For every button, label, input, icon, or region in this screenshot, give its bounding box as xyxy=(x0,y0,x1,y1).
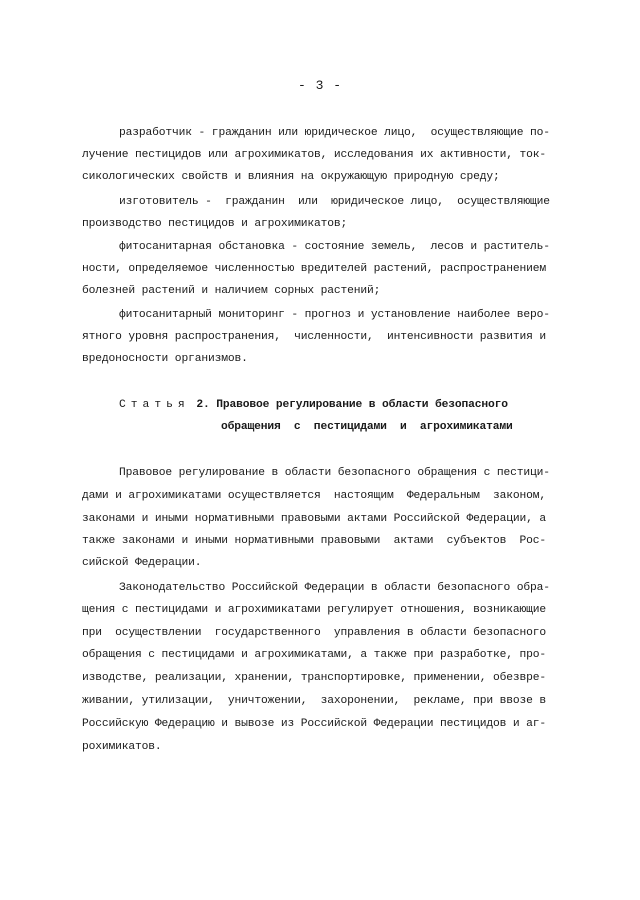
body-line: сийской Федерации. xyxy=(82,557,202,569)
definition-line: сикологических свойств и влияния на окружающую природную среду; xyxy=(82,171,500,183)
body-line: также законами и иными нормативными правовыми актами субъектов Рос- xyxy=(82,535,547,547)
definition-line: вредоносности организмов. xyxy=(82,353,248,365)
definition-line: ности, определяемое численностью вредителей растений, распространением xyxy=(82,263,547,275)
body-line: живании, утилизации, уничтожении, захоронении, рекламе, при ввозе в xyxy=(82,695,547,707)
definition-line: изготовитель - гражданин или юридическое лицо, осуществляющие xyxy=(119,196,550,208)
body-line: Правовое регулирование в области безопасного обращения с пестици- xyxy=(119,467,550,479)
page-number: - 3 - xyxy=(297,78,342,93)
article-label: Статья xyxy=(119,399,190,411)
body-line: Российскую Федерацию и вывозе из Российской Федерации пестицидов и аг- xyxy=(82,718,547,730)
article-title-line1: Правовое регулирование в области безопасного xyxy=(216,399,508,411)
article-number: 2. xyxy=(196,399,210,411)
body-line: изводстве, реализации, хранении, транспортировке, применении, обезвре- xyxy=(82,672,547,684)
definition-line: фитосанитарная обстановка - состояние земель, лесов и раститель- xyxy=(119,241,550,253)
body-line: Законодательство Российской Федерации в области безопасного обра- xyxy=(119,582,550,594)
body-line: законами и иными нормативными правовыми актами Российской Федерации, а xyxy=(82,513,547,525)
definition-line: лучение пестицидов или агрохимикатов, исследования их активности, ток- xyxy=(82,149,547,161)
body-line: дами и агрохимикатами осуществляется настоящим Федеральным законом, xyxy=(82,490,547,502)
article-heading xyxy=(119,398,508,412)
definition-line: ятного уровня распространения, численности, интенсивности развития и xyxy=(82,331,547,343)
article-title-line2: обращения с пестицидами и агрохимикатами xyxy=(221,421,513,433)
body-line: щения с пестицидами и агрохимикатами регулирует отношения, возникающие xyxy=(82,604,547,616)
body-line: рохимикатов. xyxy=(82,741,162,753)
definition-line: разработчик - гражданин или юридическое лицо, осуществляющие по- xyxy=(119,127,550,139)
definition-line: производство пестицидов и агрохимикатов; xyxy=(82,218,348,230)
definition-line: фитосанитарный мониторинг - прогноз и установление наиболее веро- xyxy=(119,309,550,321)
definition-line: болезней растений и наличием сорных растений; xyxy=(82,285,381,297)
body-line: при осуществлении государственного управления в области безопасного xyxy=(82,627,547,639)
body-line: обращения с пестицидами и агрохимикатами, а также при разработке, про- xyxy=(82,649,547,661)
